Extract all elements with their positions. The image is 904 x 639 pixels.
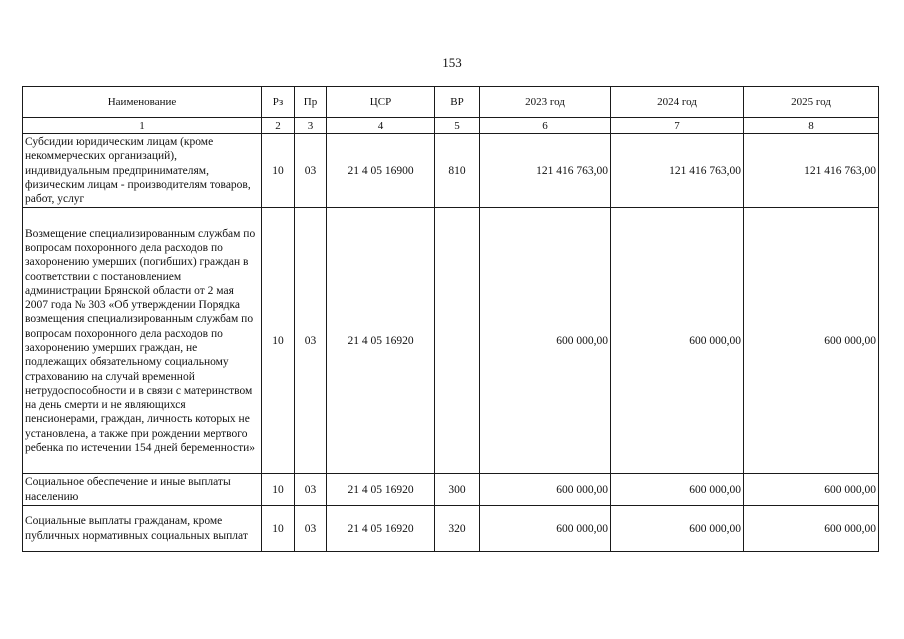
row-2024: 600 000,00 <box>611 208 744 474</box>
column-number: 4 <box>327 118 435 134</box>
header-rz: Рз <box>262 87 295 118</box>
row-rz: 10 <box>262 474 295 506</box>
row-name: Субсидии юридическим лицам (кроме некоммерческих организаций), индивидуальным предпринимателям, физическим лицам - производителям товаров, работ, услуг <box>23 134 262 208</box>
row-vr: 300 <box>435 474 480 506</box>
column-number: 2 <box>262 118 295 134</box>
row-2024: 121 416 763,00 <box>611 134 744 208</box>
column-number: 7 <box>611 118 744 134</box>
header-vr: ВР <box>435 87 480 118</box>
row-vr <box>435 208 480 474</box>
column-number: 5 <box>435 118 480 134</box>
column-number: 8 <box>744 118 879 134</box>
header-pr: Пр <box>295 87 327 118</box>
header-2024: 2024 год <box>611 87 744 118</box>
row-2025: 121 416 763,00 <box>744 134 879 208</box>
column-number: 6 <box>480 118 611 134</box>
column-number: 3 <box>295 118 327 134</box>
row-csr: 21 4 05 16920 <box>327 208 435 474</box>
page-number: 153 <box>442 55 462 70</box>
row-name: Социальные выплаты гражданам, кроме публичных нормативных социальных выплат <box>23 506 262 552</box>
row-name: Социальное обеспечение и иные выплаты населению <box>23 474 262 506</box>
row-2023: 600 000,00 <box>480 208 611 474</box>
table-row <box>23 208 879 474</box>
table-row <box>23 474 879 506</box>
row-pr: 03 <box>295 474 327 506</box>
row-pr: 03 <box>295 134 327 208</box>
budget-table <box>22 86 879 552</box>
row-2023: 121 416 763,00 <box>480 134 611 208</box>
table-row <box>23 134 879 208</box>
column-number: 1 <box>23 118 262 134</box>
row-2023: 600 000,00 <box>480 474 611 506</box>
header-2025: 2025 год <box>744 87 879 118</box>
row-vr: 320 <box>435 506 480 552</box>
row-csr: 21 4 05 16900 <box>327 134 435 208</box>
row-2024: 600 000,00 <box>611 506 744 552</box>
table-header-row <box>23 87 879 118</box>
row-2025: 600 000,00 <box>744 506 879 552</box>
row-2025: 600 000,00 <box>744 208 879 474</box>
row-name: Возмещение специализированным службам по вопросам похоронного дела расходов по захоронению умерших (погибших) граждан в соответствии с постановлением администрации Брянской области от 2 мая 2007 года № 303 «Об утверждении Порядка возмещения специализированным службам по вопросам похоронного дела расходов по захоронению умерших граждан, не подлежащих обязательному социальному страхованию на случай временной нетрудоспособности и в связи с материнством на день смерти и не являющихся пенсионерами, граждан, личность которых не установлена, а также при рождении мертвого ребенка по истечении 154 дней беременности» <box>23 208 262 474</box>
row-pr: 03 <box>295 506 327 552</box>
header-2023: 2023 год <box>480 87 611 118</box>
row-rz: 10 <box>262 208 295 474</box>
row-rz: 10 <box>262 506 295 552</box>
row-2024: 600 000,00 <box>611 474 744 506</box>
row-csr: 21 4 05 16920 <box>327 506 435 552</box>
row-2025: 600 000,00 <box>744 474 879 506</box>
header-csr: ЦСР <box>327 87 435 118</box>
row-rz: 10 <box>262 134 295 208</box>
row-pr: 03 <box>295 208 327 474</box>
column-number-row <box>23 118 879 134</box>
row-2023: 600 000,00 <box>480 506 611 552</box>
row-vr: 810 <box>435 134 480 208</box>
row-csr: 21 4 05 16920 <box>327 474 435 506</box>
table-row <box>23 506 879 552</box>
header-name: Наименование <box>23 87 262 118</box>
